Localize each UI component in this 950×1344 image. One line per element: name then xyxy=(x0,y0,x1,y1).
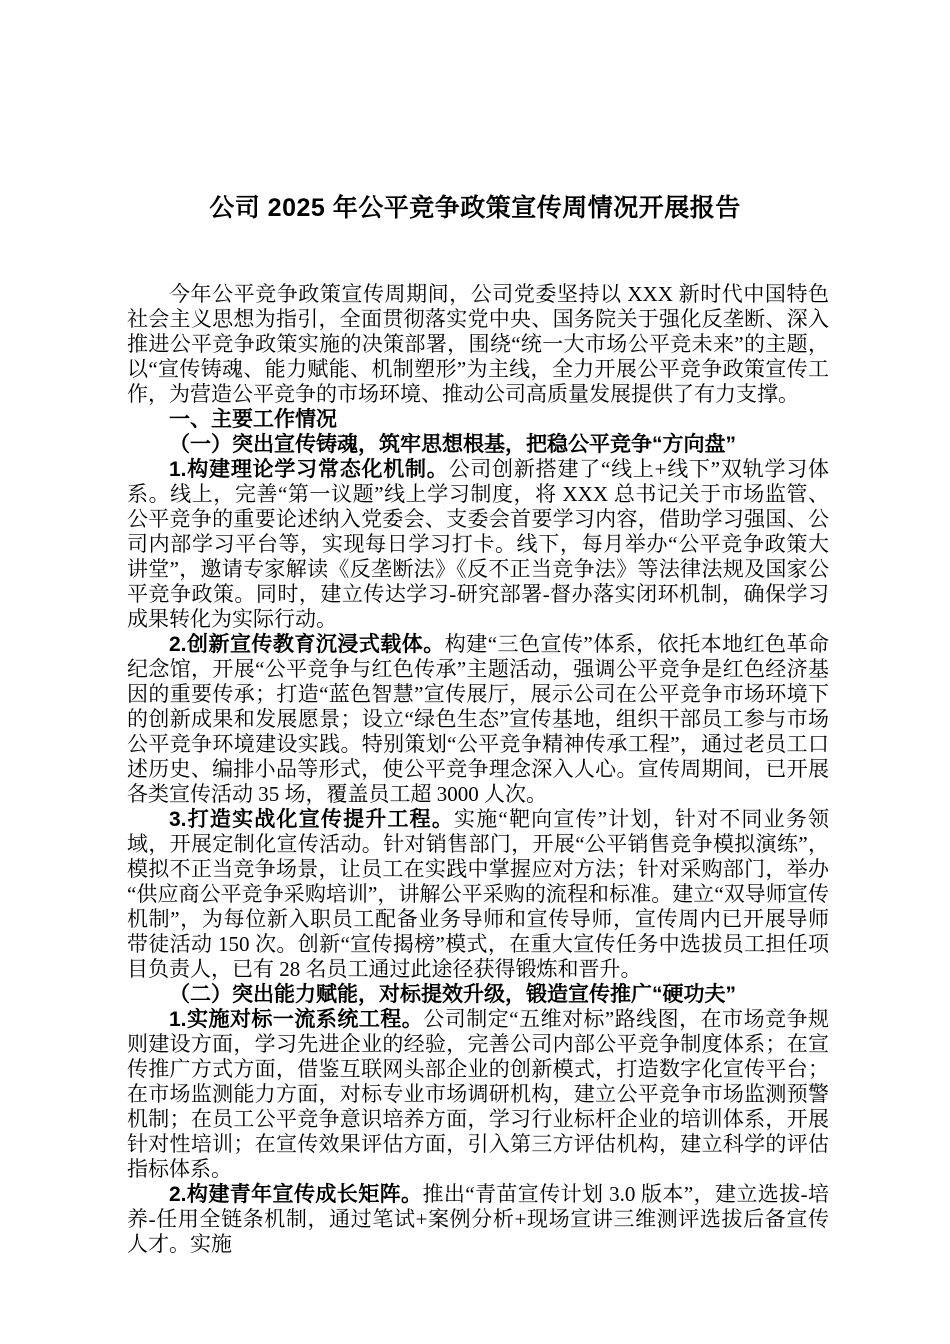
paragraph-2-2-text: 推出“青苗宣传计划 3.0 版本”，建立选拔-培养-任用全链条机制，通过笔试+案例分析+现场宣讲三维测评选拔后备宣传人才。实施 xyxy=(127,1182,830,1256)
heading-main-work: 一、主要工作情况 xyxy=(169,408,337,431)
paragraph-2-1-text: 公司制定“五维对标”路线图，在市场竞争规则建设方面，学习先进企业的经验，完善公司内部公平竞争制度体系；在宣传推广方式方面，借鉴互联网头部企业的创新模式，打造数字化宣传平台；在市场监测能力方面，对标专业市场调研机构，建立公平竞争市场监测预警机制；在员工公平竞争意识培养方面，学习行业标杆企业的培训体系，开展针对性培训；在宣传效果评估方面，引入第三方评估机构，建立科学的评估指标体系。 xyxy=(127,1007,830,1181)
paragraph-1-3 xyxy=(127,807,829,982)
paragraph-1-3-text: 实施“靶向宣传”计划，针对不同业务领域，开展定制化宣传活动。针对销售部门，开展“公平销售竞争模拟演练”，模拟不正当竞争场景，让员工在实践中掌握应对方法；针对采购部门，举办“供应商公平竞争采购培训”，讲解公平采购的流程和标准。建立“双导师宣传机制”，为每位新入职员工配备业务导师和宣传导师，宣传周内已开展导师带徒活动 150 次。创新“宣传揭榜”模式，在重大宣传任务中选拔员工担任项目负责人，已有 28 名员工通过此途径获得锻炼和晋升。 xyxy=(127,807,829,981)
paragraph-1-2 xyxy=(127,632,829,807)
paragraph-1-3-lead: 3.打造实战化宣传提升工程。 xyxy=(169,808,455,831)
paragraph-1-1-lead: 1.构建理论学习常态化机制。 xyxy=(169,458,449,481)
document-title: 公司 2025 年公平竞争政策宣传周情况开展报告 xyxy=(209,194,741,222)
heading-section-1: （一）突出宣传铸魂，筑牢思想根基，把稳公平竞争“方向盘” xyxy=(169,433,736,456)
paragraph-1-1-text: 公司创新搭建了“线上+线下”双轨学习体系。线上，完善“第一议题”线上学习制度，将 XXX 总书记关于市场监管、公平竞争的重要论述纳入党委会、支委会首要学习内容，借助学习强国、公司内部学习平台等，实现每日学习打卡。线下，每月举办“公平竞争政策大讲堂”，邀请专家解读《反垄断法》《反不正当竞争法》等法律法规及国家公平竞争政策。同时，建立传达学习-研究部署-督办落实闭环机制，确保学习成果转化为实际行动。 xyxy=(127,457,829,631)
paragraph-2-2-lead: 2.构建青年宣传成长矩阵。 xyxy=(169,1183,423,1206)
paragraph-2-1 xyxy=(127,1007,829,1182)
paragraph-1-2-lead: 2.创新宣传教育沉浸式载体。 xyxy=(169,633,445,656)
paragraph-1-1 xyxy=(127,457,829,632)
paragraph-1-2-text: 构建“三色宣传”体系，依托本地红色革命纪念馆，开展“公平竞争与红色传承”主题活动，强调公平竞争是红色经济基因的重要传承；打造“蓝色智慧”宣传展厅，展示公司在公平竞争市场环境下的创新成果和发展愿景；设立“绿色生态”宣传基地，组织干部员工参与市场公平竞争环境建设实践。特别策划“公平竞争精神传承工程”，通过老员工口述历史、编排小品等形式，使公平竞争理念深入人心。宣传周期间，已开展各类宣传活动 35 场，覆盖员工超 3000 人次。 xyxy=(127,632,830,806)
heading-section-2: （二）突出能力赋能，对标提效升级，锻造宣传推广“硬功夫” xyxy=(169,983,736,1006)
intro-paragraph: 今年公平竞争政策宣传周期间，公司党委坚持以 XXX 新时代中国特色社会主义思想为指引，全面贯彻落实党中央、国务院关于强化反垄断、深入推进公平竞争政策实施的决策部署，围绕“统一大市场公平竞未来”的主题，以“宣传铸魂、能力赋能、机制塑形”为主线，全力开展公平竞争政策宣传工作，为营造公平竞争的市场环境、推动公司高质量发展提供了有力支撑。 xyxy=(127,282,829,406)
paragraph-2-1-lead: 1.实施对标一流系统工程。 xyxy=(169,1008,424,1031)
document-body xyxy=(127,282,829,1257)
paragraph-2-2 xyxy=(127,1182,829,1257)
